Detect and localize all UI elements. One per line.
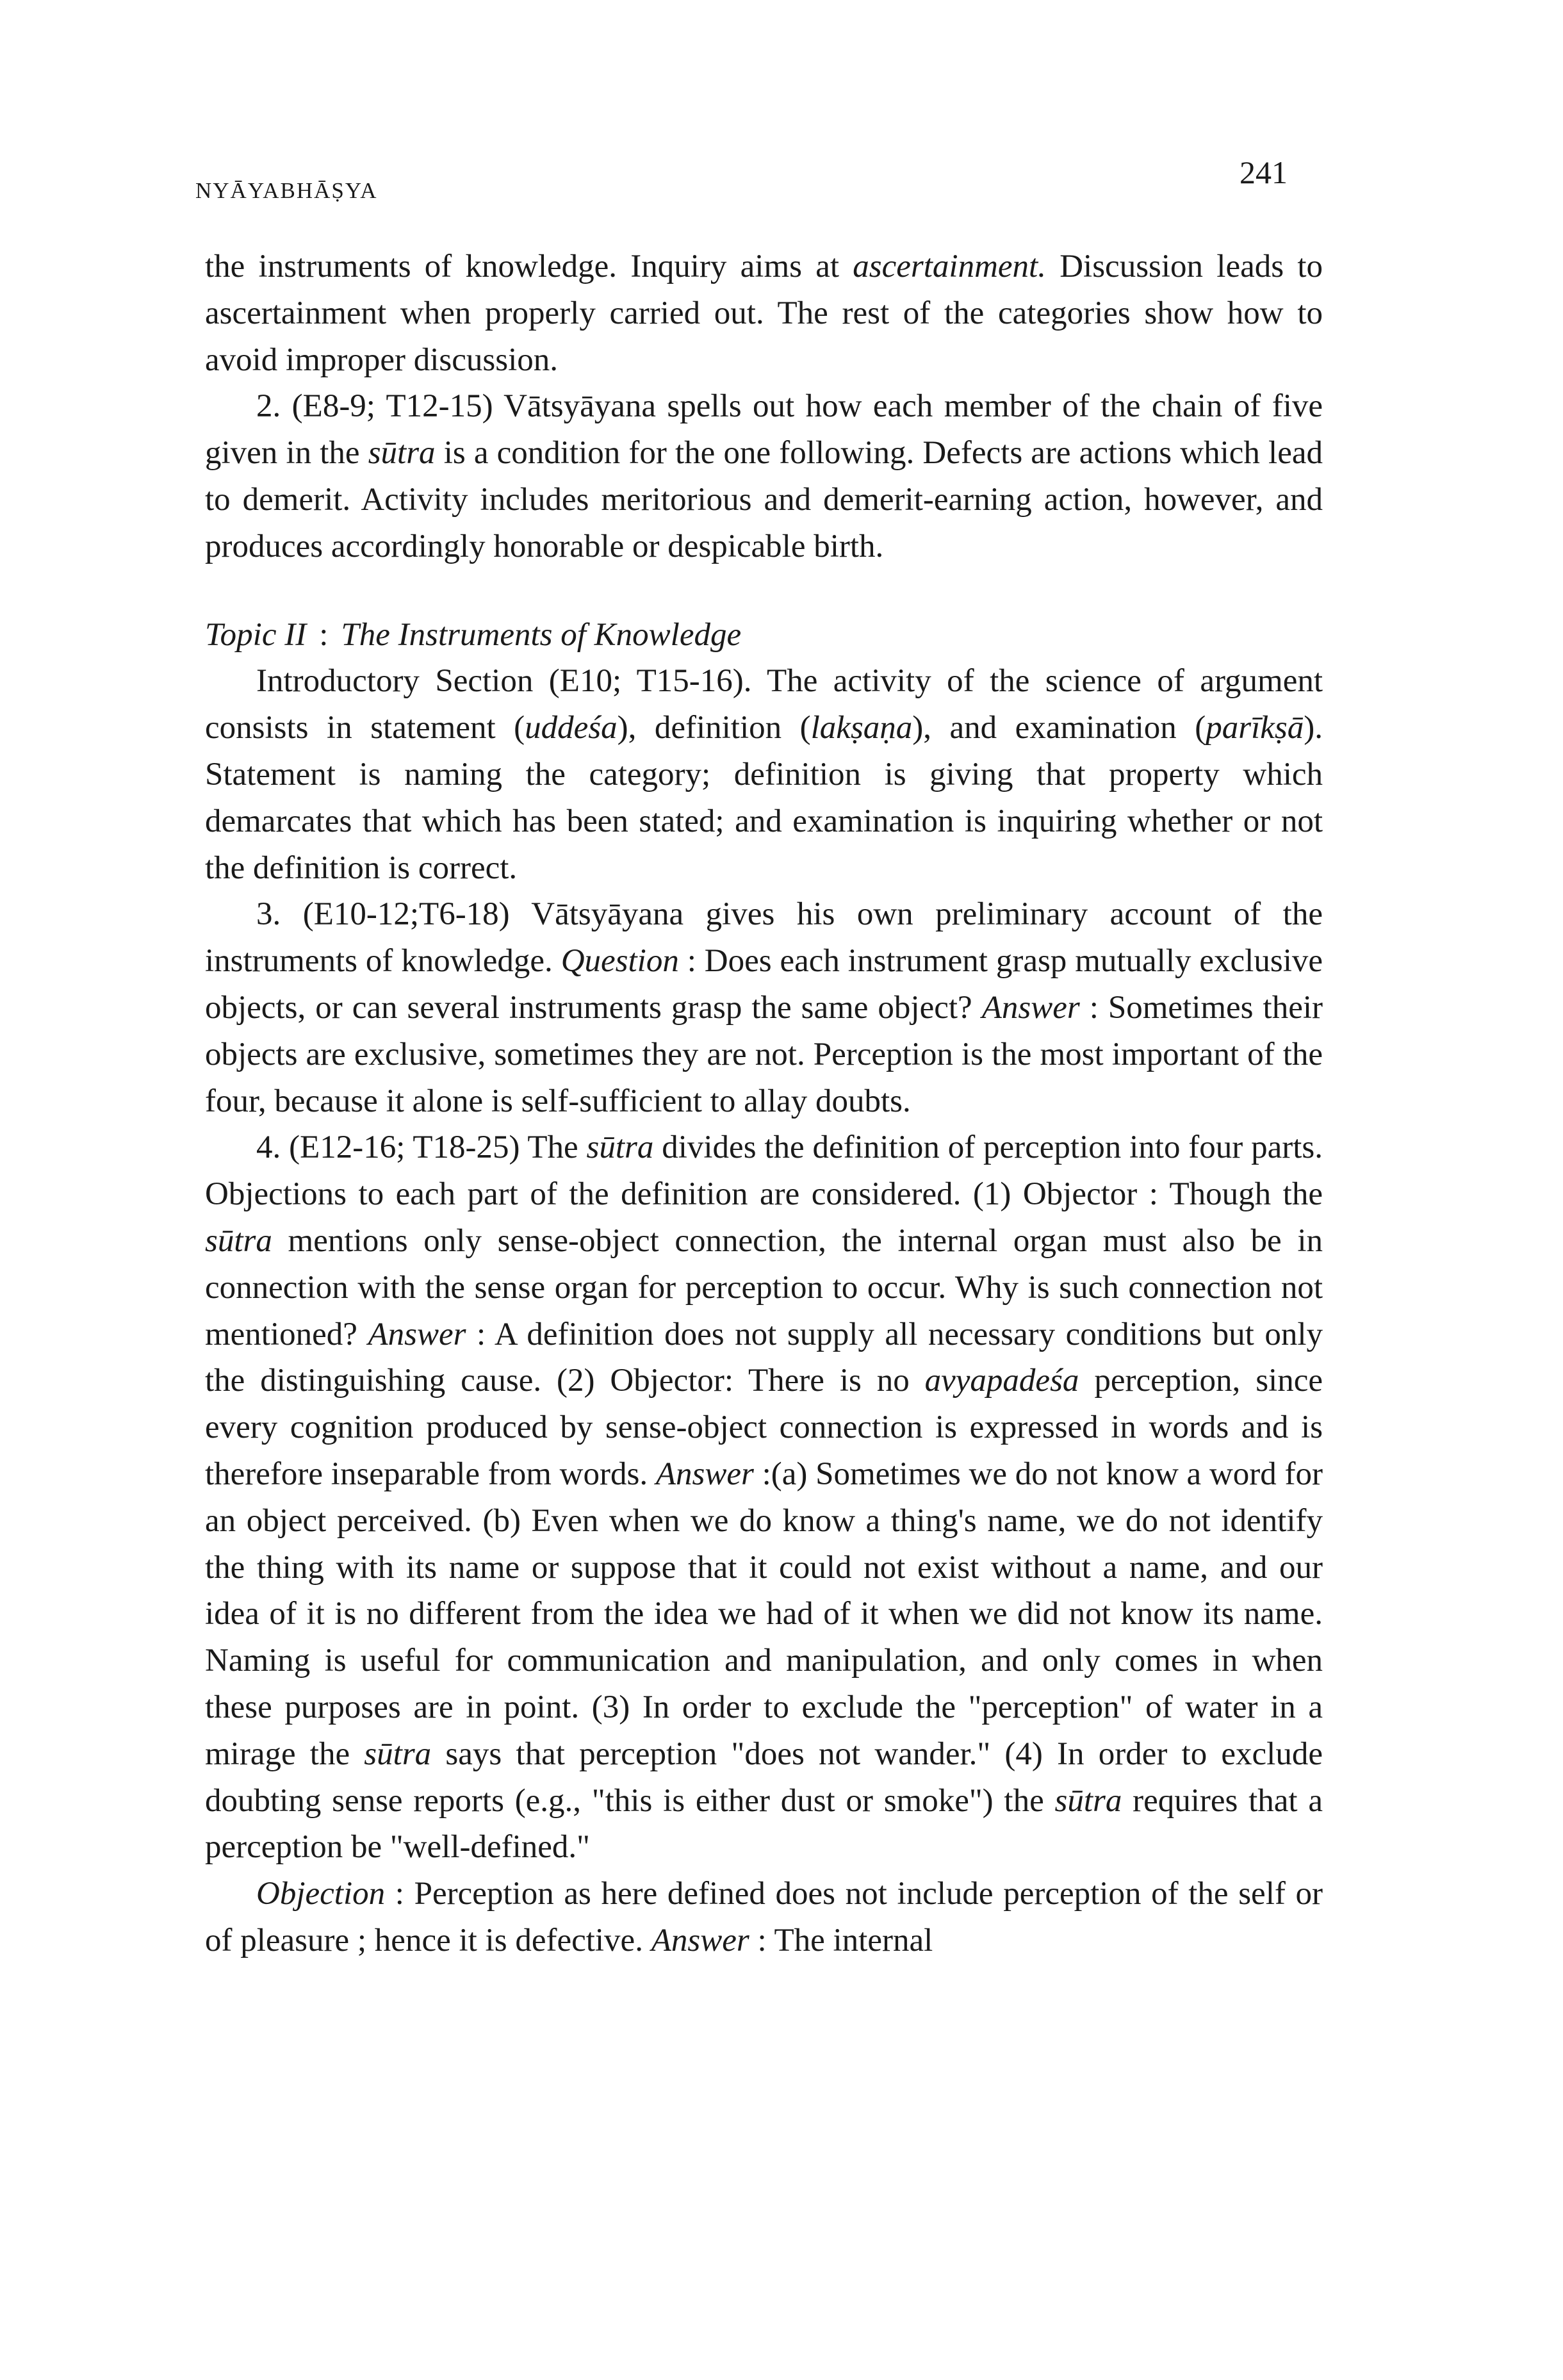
text-run: 3. (E10-12;T6-18) Vātsyāyana gives his own preliminary account of the instruments of knowledge. bbox=[205, 896, 1323, 980]
text-run: perception, since every cognition produced by sense-object connection is expressed in words and is therefore inseparable from words. bbox=[205, 1363, 1323, 1492]
text-run: Discussion leads to ascertainment when properly carried out. The rest of the categories show how to avoid improper discussion. bbox=[205, 249, 1323, 378]
italic-term: Objection bbox=[256, 1876, 386, 1912]
text-run: ). Statement is naming the category; definition is giving that property which demarcates that which has been stated; and examination is inquiring whether or not the definition is correct. bbox=[205, 710, 1323, 886]
paragraph-2 bbox=[205, 383, 1323, 570]
text-run: is a condition for the one following. Defects are actions which lead to demerit. Activity includes meritorious and demerit-earning action, however, and produces accordingly honorable or despicable birth. bbox=[205, 435, 1323, 564]
italic-term: uddeśa bbox=[525, 710, 618, 746]
text-run: Introductory Section (E10; T15-16). The activity of the science of argument consists in statement ( bbox=[205, 663, 1323, 746]
text-run: : A definition does not supply all necessary conditions but only the distinguishing cause. (2) Objector: There is no bbox=[205, 1316, 1323, 1399]
text-run: ), and examination ( bbox=[912, 710, 1206, 746]
italic-term: avyapadeśa bbox=[924, 1363, 1079, 1399]
running-head: NYĀYABHĀṢYA bbox=[195, 178, 378, 203]
text-run: : Perception as here defined does not include perception of the self or of pleasure ; hence it is defective. bbox=[205, 1876, 1323, 1958]
italic-term: sūtra bbox=[364, 1736, 432, 1772]
paragraph-introductory bbox=[205, 658, 1323, 891]
italic-term: Answer bbox=[368, 1316, 466, 1352]
italic-term: parīkṣā bbox=[1206, 710, 1304, 746]
paragraph-4 bbox=[205, 1124, 1323, 1871]
italic-term: Answer bbox=[981, 989, 1080, 1026]
italic-term: sūtra bbox=[368, 435, 436, 472]
paragraph-1 bbox=[205, 243, 1323, 383]
text-run: 2. (E8-9; T12-15) Vātsyāyana spells out how each member of the chain of five given in the bbox=[205, 388, 1323, 472]
text-run: 4. (E12-16; T18-25) The bbox=[256, 1129, 587, 1166]
topic-separator: : bbox=[319, 616, 329, 653]
text-run: : Does each instrument grasp mutually exclusive objects, or can several instruments grasp the same object? bbox=[205, 943, 1323, 1026]
body-text bbox=[205, 243, 1323, 1964]
text-run: divides the definition of perception into four parts. Objections to each part of the definition are considered. (1) Objector : Though the bbox=[205, 1129, 1323, 1213]
italic-term: Answer bbox=[651, 1922, 749, 1958]
text-run: the instruments of knowledge. Inquiry aims at bbox=[205, 249, 853, 284]
paragraph-5 bbox=[205, 1871, 1323, 1964]
text-run: :(a) Sometimes we do not know a word for an object perceived. (b) Even when we do know a thing's name, we do not identify the thing with its name or suppose that it could not exist without a name, and our idea of it is no different from the idea we had of it when we did not know its name. Naming is useful for communication and manipulation, and only comes in when these purposes are in point. (3) In order to exclude the "perception" of water in a mirage the bbox=[205, 1456, 1323, 1772]
text-run: : The internal bbox=[749, 1922, 933, 1958]
text-run: : Sometimes their objects are exclusive, sometimes they are not. Perception is the most important of the four, because it alone is self-sufficient to allay doubts. bbox=[205, 989, 1323, 1119]
italic-term: lakṣaṇa bbox=[810, 710, 913, 746]
italic-term: Question bbox=[561, 943, 679, 980]
italic-term: sūtra bbox=[1054, 1782, 1122, 1819]
text-run: ), definition ( bbox=[617, 710, 811, 746]
text-run: mentions only sense-object connection, the internal organ must also be in connection with the sense organ for perception to occur. Why is such connection not mentioned? bbox=[205, 1222, 1323, 1352]
italic-term: ascertainment. bbox=[853, 249, 1046, 284]
topic-heading bbox=[205, 612, 1323, 659]
page-number: 241 bbox=[1240, 154, 1288, 190]
paragraph-3 bbox=[205, 891, 1323, 1124]
italic-term: Answer bbox=[655, 1456, 754, 1492]
text-run: says that perception "does not wander." (4) In order to exclude doubting sense reports (e.g., "this is either dust or smoke") the bbox=[205, 1736, 1323, 1819]
topic-title: The Instruments of Knowledge bbox=[341, 616, 742, 653]
italic-term: sūtra bbox=[586, 1129, 654, 1166]
italic-term: sūtra bbox=[205, 1222, 272, 1259]
text-run: requires that a perception be "well-defined." bbox=[205, 1782, 1323, 1866]
topic-label: Topic II bbox=[205, 616, 307, 653]
